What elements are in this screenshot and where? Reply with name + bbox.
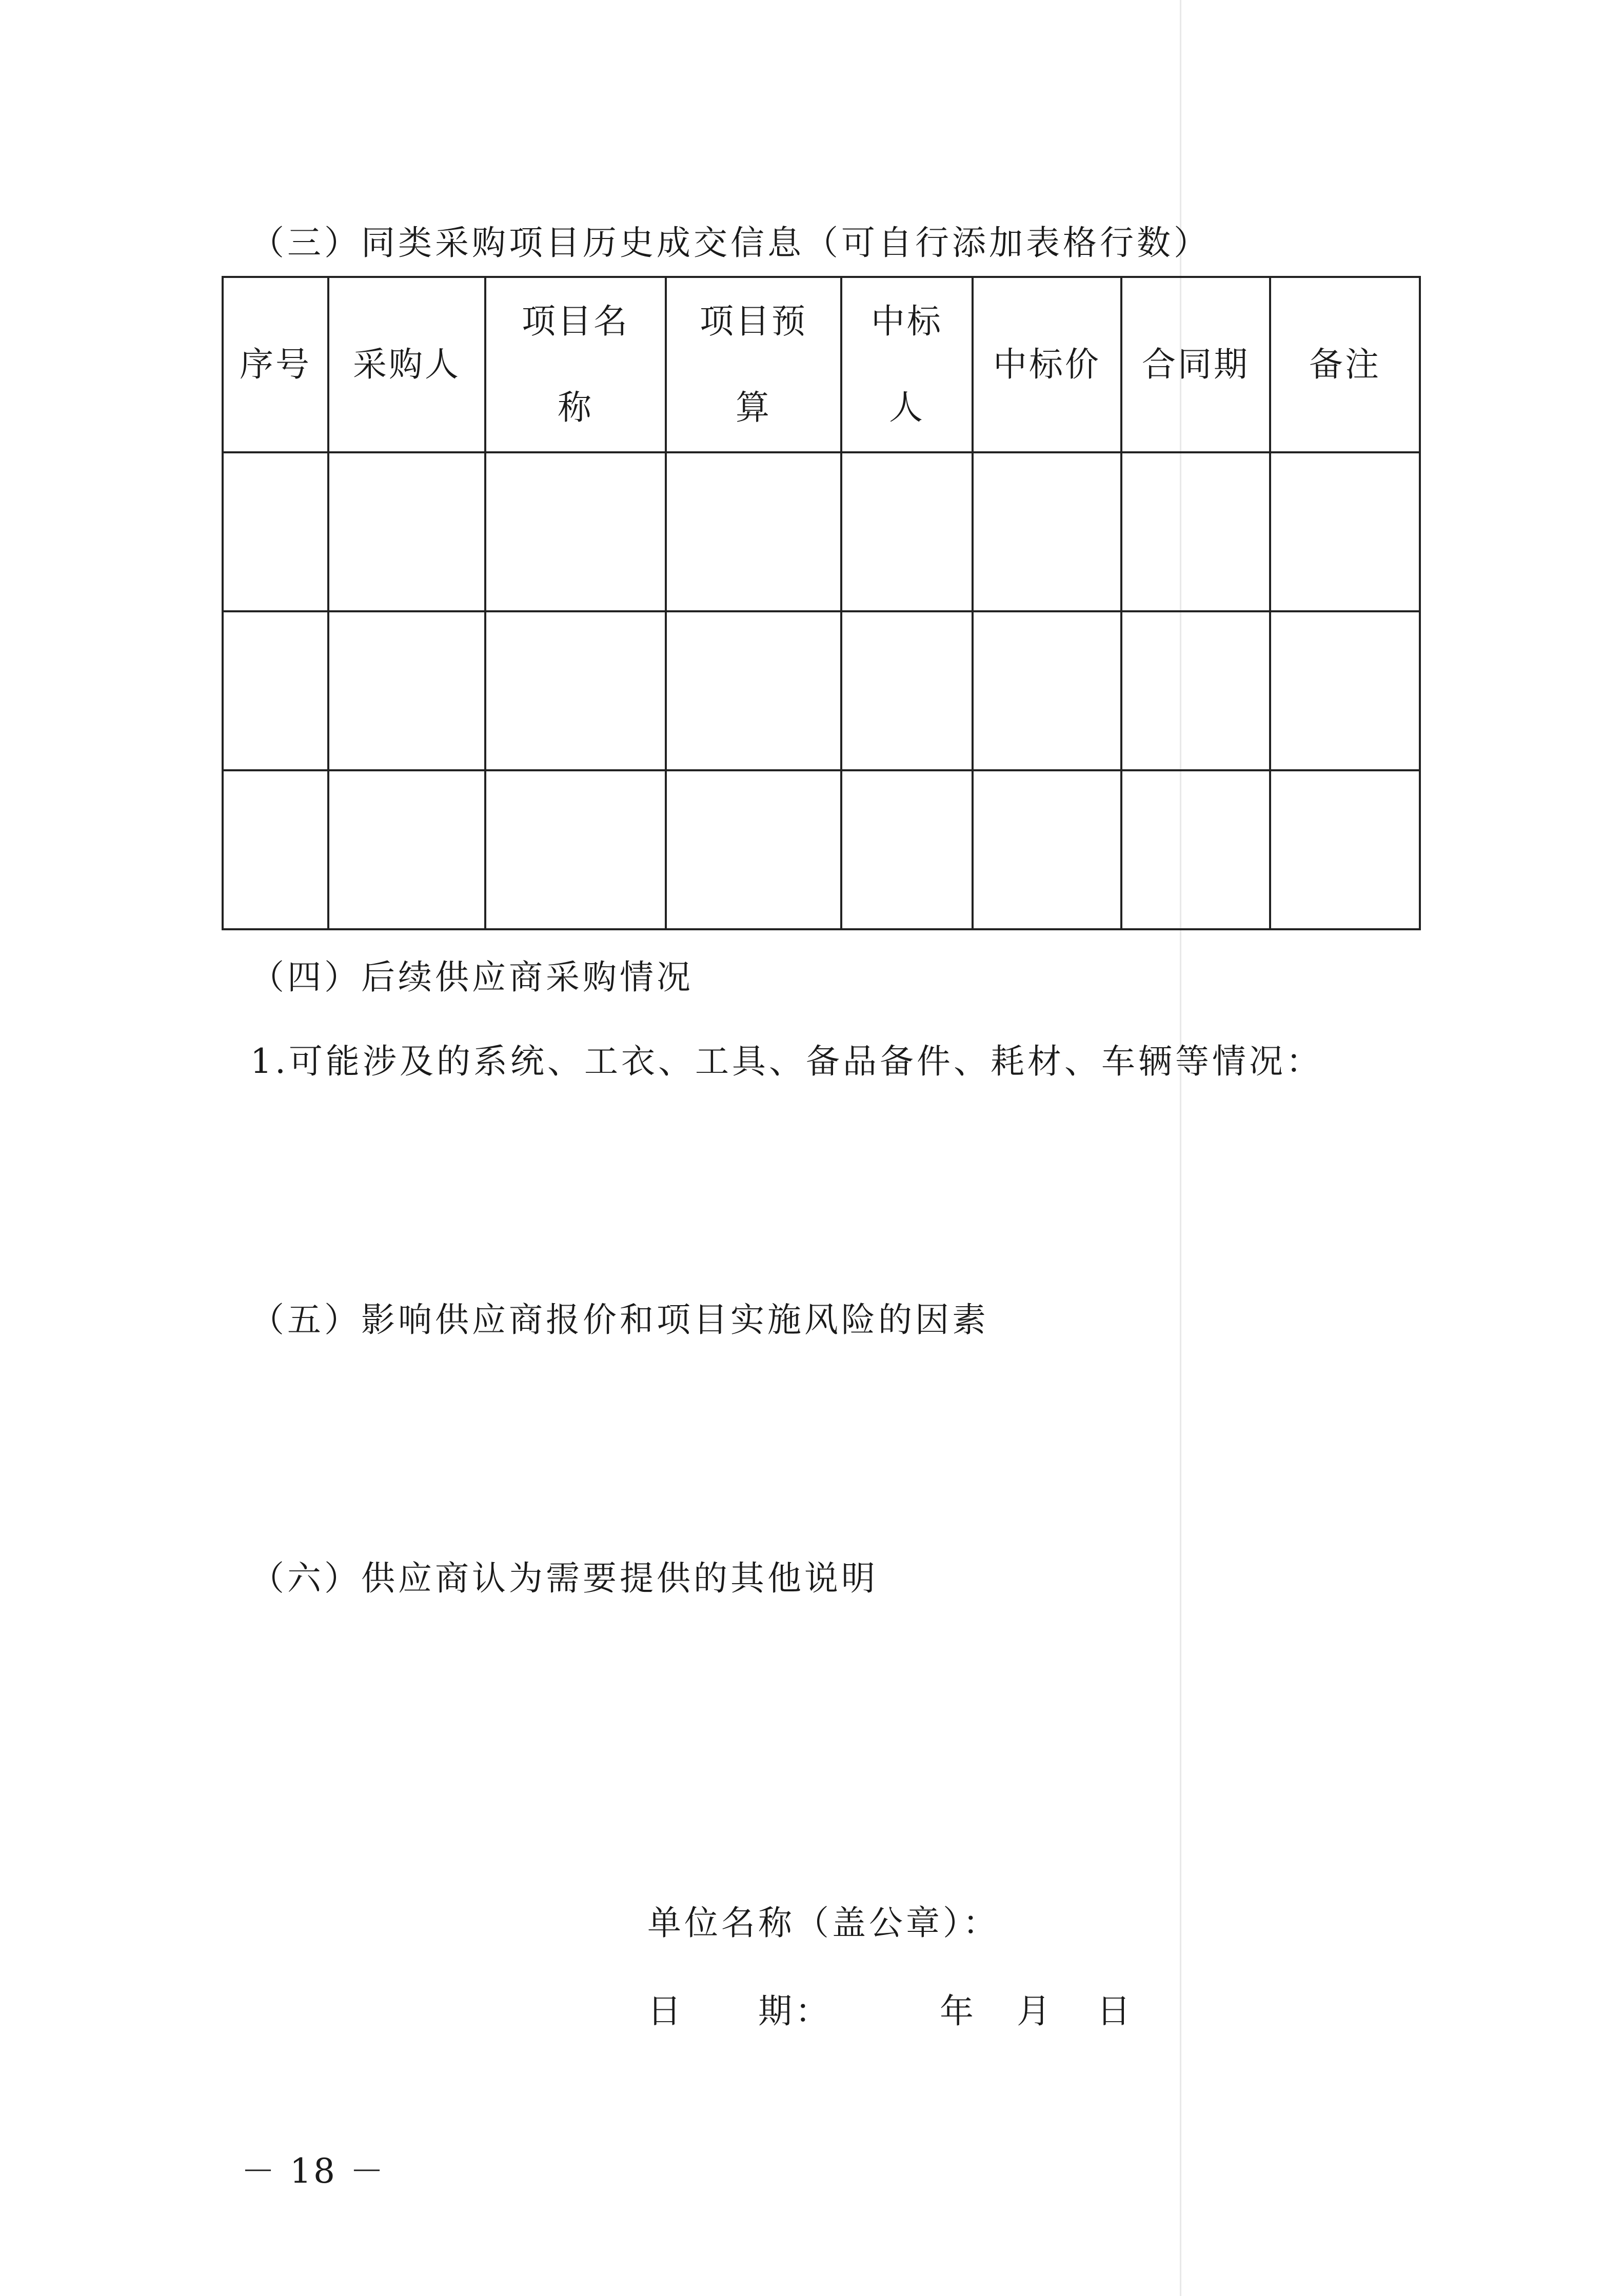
table-cell[interactable] bbox=[223, 452, 328, 611]
table-row bbox=[223, 452, 1420, 611]
date-label: 日 期： bbox=[647, 1991, 832, 2031]
date-month: 月 bbox=[1017, 1991, 1054, 2031]
header-remarks: 备注 bbox=[1270, 277, 1420, 452]
table-cell[interactable] bbox=[485, 611, 666, 770]
header-index: 序号 bbox=[223, 277, 328, 452]
table-cell[interactable] bbox=[841, 770, 973, 929]
table-cell[interactable] bbox=[973, 452, 1121, 611]
table-cell[interactable] bbox=[1121, 770, 1270, 929]
table-cell[interactable] bbox=[973, 611, 1121, 770]
table-cell[interactable] bbox=[841, 611, 973, 770]
table-cell[interactable] bbox=[328, 770, 485, 929]
date-year: 年 bbox=[940, 1991, 977, 2031]
history-deal-table bbox=[222, 276, 1421, 930]
header-winner: 中标 人 bbox=[841, 277, 973, 452]
table-cell[interactable] bbox=[666, 770, 841, 929]
table-cell[interactable] bbox=[223, 770, 328, 929]
section-4-title: （四）后续供应商采购情况 bbox=[250, 957, 694, 997]
header-winning-price: 中标价 bbox=[973, 277, 1121, 452]
table-cell[interactable] bbox=[485, 770, 666, 929]
table-cell[interactable] bbox=[1270, 452, 1420, 611]
table-header-row bbox=[223, 277, 1420, 452]
table-cell[interactable] bbox=[1270, 770, 1420, 929]
table-cell[interactable] bbox=[1121, 611, 1270, 770]
table-cell[interactable] bbox=[666, 611, 841, 770]
page-number: － 18 － bbox=[241, 2151, 386, 2191]
table-cell[interactable] bbox=[485, 452, 666, 611]
header-purchaser: 采购人 bbox=[328, 277, 485, 452]
section-4-item-1: 1.可能涉及的系统、工衣、工具、备品备件、耗材、车辆等情况： bbox=[250, 1042, 1323, 1081]
unit-name-label: 单位名称（盖公章）： bbox=[647, 1903, 1000, 1943]
table-cell[interactable] bbox=[1121, 452, 1270, 611]
header-project-name: 项目名 称 bbox=[485, 277, 666, 452]
table-cell[interactable] bbox=[223, 611, 328, 770]
date-day: 日 bbox=[1097, 1991, 1134, 2031]
table-cell[interactable] bbox=[841, 452, 973, 611]
section-5-title: （五）影响供应商报价和项目实施风险的因素 bbox=[250, 1300, 989, 1340]
table-cell[interactable] bbox=[328, 452, 485, 611]
table-cell[interactable] bbox=[328, 611, 485, 770]
table-cell[interactable] bbox=[973, 770, 1121, 929]
table-row bbox=[223, 770, 1420, 929]
table-cell[interactable] bbox=[1270, 611, 1420, 770]
table-row bbox=[223, 611, 1420, 770]
header-project-budget: 项目预 算 bbox=[666, 277, 841, 452]
section-3-title: （三）同类采购项目历史成交信息（可自行添加表格行数） bbox=[250, 223, 1211, 263]
section-6-title: （六）供应商认为需要提供的其他说明 bbox=[250, 1559, 878, 1598]
table-cell[interactable] bbox=[666, 452, 841, 611]
header-contract-period: 合同期 bbox=[1121, 277, 1270, 452]
